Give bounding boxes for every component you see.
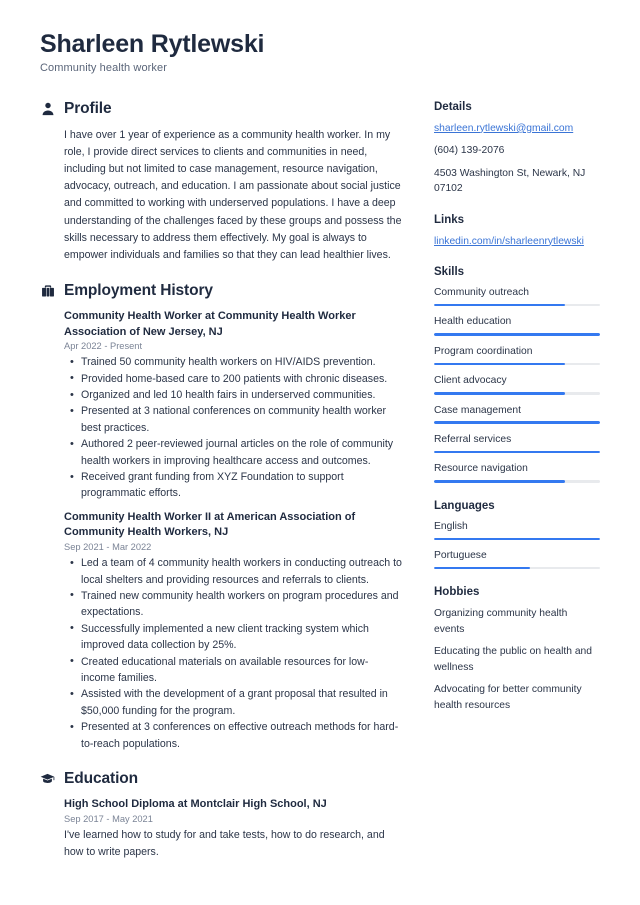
- section-header-profile: [40, 100, 402, 118]
- section-title-employment: Employment History: [64, 282, 213, 299]
- list-item: • Assisted with the development of a grant proposal that resulted in $50,000 funding for the program.: [81, 686, 402, 719]
- skill-item: [434, 315, 600, 335]
- sidebar-skills: [434, 266, 600, 483]
- briefcase-icon: [40, 284, 55, 299]
- resume-columns: [40, 100, 600, 879]
- skill-label: Community outreach: [434, 286, 529, 298]
- person-icon: [40, 101, 55, 116]
- email-link[interactable]: sharleen.rytlewski@gmail.com: [434, 122, 574, 134]
- skill-level-bar: [434, 363, 600, 366]
- section-education: [40, 770, 402, 860]
- skill-level-fill: [434, 480, 565, 483]
- employment-entry: [64, 510, 402, 752]
- employment-entry-date: Sep 2021 - Mar 2022: [64, 542, 152, 553]
- skill-level-bar: [434, 333, 600, 336]
- language-level-bar: [434, 538, 600, 541]
- skill-level-bar: [434, 392, 600, 395]
- candidate-name: Sharleen Rytlewski: [40, 30, 265, 58]
- language-level-bar: [434, 567, 600, 570]
- sidebar-links: [434, 214, 600, 249]
- skill-label: Client advocacy: [434, 375, 507, 387]
- language-label: Portuguese: [434, 550, 487, 562]
- skill-label: Resource navigation: [434, 463, 528, 475]
- sidebar-title-languages: Languages: [434, 499, 495, 512]
- skill-level-bar: [434, 304, 600, 307]
- section-body-employment: [40, 309, 402, 752]
- employment-entry-date: Apr 2022 - Present: [64, 341, 143, 352]
- skill-label: Referral services: [434, 433, 512, 445]
- sidebar-title-skills: Skills: [434, 265, 465, 278]
- employment-entry-title: Community Health Worker at Community Health Worker Association of New Jersey, NJ: [64, 310, 356, 338]
- skill-level-fill: [434, 421, 600, 424]
- main-column: [40, 100, 402, 879]
- skill-label: Program coordination: [434, 345, 533, 357]
- hobby-item: Educating the public on health and wellness: [434, 646, 593, 673]
- language-item: [434, 549, 600, 569]
- skill-item: [434, 374, 600, 394]
- skill-item: [434, 404, 600, 424]
- employment-entry-bullets: [64, 555, 402, 752]
- list-item: • Authored 2 peer-reviewed journal articles on the role of community health workers in improving healthcare access and outcomes.: [81, 436, 402, 469]
- hobby-item: Organizing community health events: [434, 608, 568, 635]
- sidebar-column: [434, 100, 600, 730]
- skill-item: [434, 345, 600, 365]
- sidebar-title-details: Details: [434, 100, 472, 113]
- skill-level-bar: [434, 451, 600, 454]
- sidebar-title-links: Links: [434, 213, 465, 226]
- skill-level-fill: [434, 333, 600, 336]
- candidate-job-title: Community health worker: [40, 61, 168, 74]
- section-title-profile: Profile: [64, 99, 112, 117]
- phone-number: (604) 139-2076: [434, 145, 505, 157]
- hobby-item: Advocating for better community health resources: [434, 684, 582, 711]
- section-profile: [40, 100, 402, 264]
- list-item: • Trained 50 community health workers on HIV/AIDS prevention.: [81, 354, 402, 370]
- employment-entry-bullets: [64, 354, 402, 502]
- skill-level-fill: [434, 304, 565, 307]
- section-header-employment: [40, 282, 402, 300]
- sidebar-hobbies: [434, 586, 600, 713]
- skill-level-bar: [434, 421, 600, 424]
- skill-level-bar: [434, 480, 600, 483]
- education-entry-description: I've learned how to study for and take tests, how to do research, and how to write papers.: [64, 828, 385, 858]
- education-entry: [64, 797, 402, 860]
- education-entry-title: High School Diploma at Montclair High School, NJ: [64, 797, 327, 810]
- skill-item: [434, 462, 600, 482]
- linkedin-link[interactable]: linkedin.com/in/sharleenrytlewski: [434, 235, 584, 247]
- language-label: English: [434, 520, 468, 532]
- sidebar-title-hobbies: Hobbies: [434, 586, 480, 599]
- list-item: • Provided home-based care to 200 patients with chronic diseases.: [81, 371, 402, 387]
- list-item: • Received grant funding from XYZ Foundation to support programmatic efforts.: [81, 469, 402, 502]
- employment-entry: [64, 309, 402, 502]
- education-entry-date: Sep 2017 - May 2021: [64, 813, 153, 824]
- mailing-address: 4503 Washington St, Newark, NJ 07102: [434, 167, 586, 195]
- skill-level-fill: [434, 451, 600, 454]
- list-item: • Organized and led 10 health fairs in underserved communities.: [81, 387, 402, 403]
- list-item: • Presented at 3 national conferences on community health worker best practices.: [81, 403, 402, 436]
- list-item: • Trained new community health workers on program procedures and expectations.: [81, 588, 402, 621]
- skill-level-fill: [434, 363, 565, 366]
- list-item: • Led a team of 4 community health workers in conducting outreach to local shelters and providing resources and referrals to clients.: [81, 555, 402, 588]
- employment-entry-title: Community Health Worker II at American Association of Community Health Workers, NJ: [64, 510, 356, 539]
- section-title-education: Education: [64, 769, 139, 787]
- skill-item: [434, 433, 600, 453]
- skill-level-fill: [434, 392, 565, 395]
- sidebar-details: [434, 101, 600, 197]
- section-body-profile: [40, 127, 402, 264]
- skill-label: Health education: [434, 316, 512, 328]
- language-level-fill: [434, 567, 530, 570]
- skill-item: [434, 286, 600, 306]
- section-employment: [40, 282, 402, 752]
- graduation-cap-icon: [40, 771, 55, 786]
- profile-text: I have over 1 year of experience as a community health worker. In my role, I provide direct services to clients and communities in need, including but not limited to case management, resource navigation, advocacy, outreach, and education. I am passionate about social justice and committed to working with underserved populations. I have a deep understanding of the challenges faced by these groups and possess the skills necessary to address them effectively. My goal is always to empower individuals and families so that they can lead healthier lives.: [64, 128, 402, 261]
- resume-header: [40, 30, 600, 74]
- sidebar-languages: [434, 500, 600, 570]
- section-header-education: [40, 770, 402, 788]
- list-item: • Created educational materials on available resources for low-income families.: [81, 654, 402, 687]
- language-level-fill: [434, 538, 600, 541]
- skill-label: Case management: [434, 404, 522, 416]
- language-item: [434, 520, 600, 540]
- list-item: • Successfully implemented a new client tracking system which improved data collection by 25%.: [81, 621, 402, 654]
- list-item: • Presented at 3 conferences on effective outreach methods for hard-to-reach populations.: [81, 719, 402, 752]
- section-body-education: [40, 797, 402, 860]
